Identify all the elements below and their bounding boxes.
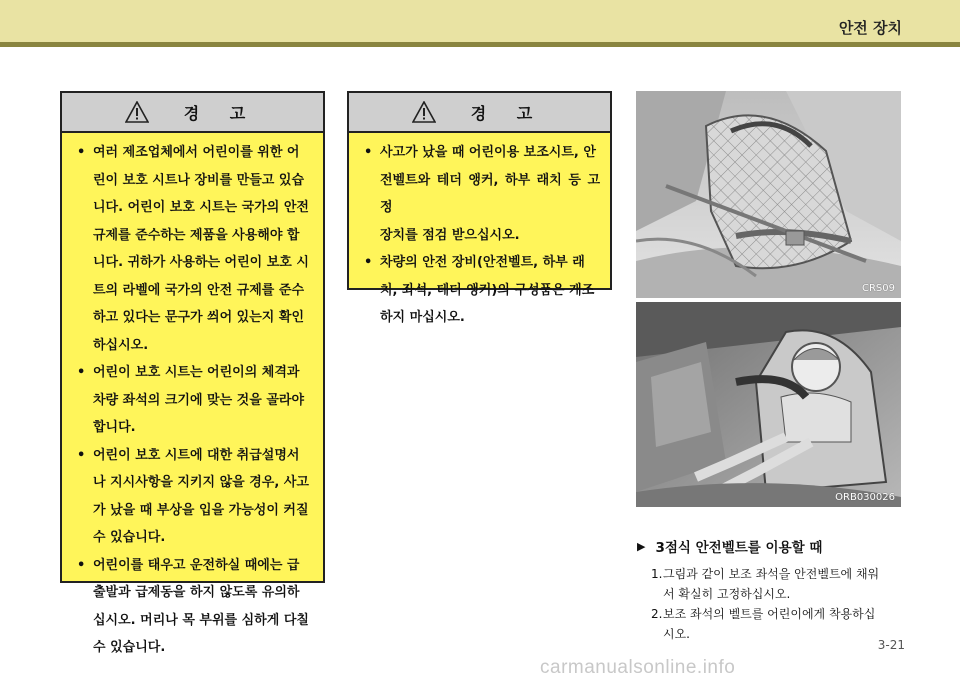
warning-list [62,133,323,662]
warning-line: 차량의 안전 장비(안전벨트, 하부 래 [380,255,585,270]
warning-line: 가 났을 때 부상을 입을 가능성이 커질 [93,502,309,518]
warning-line: 어린이를 태우고 운전하실 때에는 급 [93,557,300,573]
bullet-icon: • [77,447,86,463]
play-triangle-icon: ▶ [637,539,646,553]
warning-title-char: 경 [470,103,487,123]
warning-line: 여러 제조업체에서 어린이를 위한 어 [93,145,300,160]
step-line: 그림과 같이 보조 좌석을 안전벨트에 채워 [663,567,880,581]
bullet-icon: • [77,145,86,160]
step-number: 2. [651,607,663,621]
warning-line: 장치를 점검 받으십시오. [380,227,520,243]
warning-line: 수 있습니다. [93,640,166,655]
warning-line: 린이 보호 시트나 장비를 만들고 있습 [93,172,304,188]
warning-line: 하십시오. [93,337,149,353]
step-number: 1. [651,567,663,581]
bullet-icon: • [77,557,86,573]
warning-line: 전벨트와 테더 앵커, 하부 래치 등 고정 [380,172,600,215]
bullet-icon: • [364,255,373,270]
photo-child-seat [636,302,901,507]
warning-item [355,249,600,332]
warning-title-char: 경 [183,103,200,123]
warning-header [349,93,610,133]
section-title-text: 3점식 안전벨트를 이용할 때 [655,540,823,556]
warning-line: 어린이 보호 시트는 어린이의 체격과 [93,365,300,380]
step-line: 서 확실히 고정하십시오. [663,587,791,601]
watermark: carmanualsonline.info [540,657,736,678]
step-list [637,564,907,644]
warning-box-right [347,91,612,325]
step-item [637,564,907,604]
warning-title [456,101,548,124]
child-seat-illustration [636,302,901,507]
warning-line: 합니다. [93,420,136,435]
warning-item [68,359,313,442]
bullet-icon: • [364,145,373,160]
warning-line: 하고 있다는 문구가 씌어 있는지 확인 [93,310,304,325]
step-line: 시오. [663,627,690,641]
warning-triangle-icon [412,101,436,123]
warning-list [349,133,610,332]
photo-infant-seat [636,91,901,298]
warning-line: 니다. 어린이 보호 시트는 국가의 안전 [93,200,309,215]
warning-line: 트의 라벨에 국가의 안전 규제를 준수 [93,282,304,298]
photo-code-label: ORB030026 [835,492,895,503]
warning-item [68,139,313,359]
warning-item [355,139,600,249]
warning-line: 십시오. 머리나 목 부위를 심하게 다칠 [93,612,309,628]
instruction-section [637,536,907,644]
page-number: 3-21 [877,638,905,652]
warning-line: 하지 마십시오. [380,310,465,325]
warning-item [68,442,313,552]
warning-title [169,101,261,124]
warning-line: 차량 좌석의 크기에 맞는 것을 골라야 [93,392,304,408]
warning-line: 사고가 났을 때 어린이용 보조시트, 안 [380,145,596,160]
warning-line: 나 지시사항을 지키지 않을 경우, 사고 [93,475,309,490]
infant-seat-illustration [636,91,901,298]
warning-item [68,552,313,662]
warning-triangle-icon [125,101,149,123]
warning-line: 출발과 급제동을 하지 않도록 유의하 [93,585,300,600]
step-item [637,604,907,644]
warning-line: 니다. 귀하가 사용하는 어린이 보호 시 [93,255,309,270]
warning-line: 어린이 보호 시트에 대한 취급설명서 [93,447,300,463]
header-rule [0,42,960,47]
photo-code-label: CRS09 [861,283,895,294]
warning-box-left [60,91,325,655]
warning-line: 치, 좌석, 테더 앵커)의 구성품은 개조 [380,282,595,298]
header-band [0,0,960,42]
warning-title-char: 고 [516,103,533,123]
warning-header [62,93,323,133]
step-line: 보조 좌석의 벨트를 어린이에게 착용하십 [663,607,876,621]
page-section-title: 안전 장치 [838,19,902,37]
warning-title-char: 고 [229,103,246,123]
warning-line: 수 있습니다. [93,530,166,545]
bullet-icon: • [77,365,86,380]
warning-line: 규제를 준수하는 제품을 사용해야 합 [93,227,300,243]
section-title [637,536,907,556]
